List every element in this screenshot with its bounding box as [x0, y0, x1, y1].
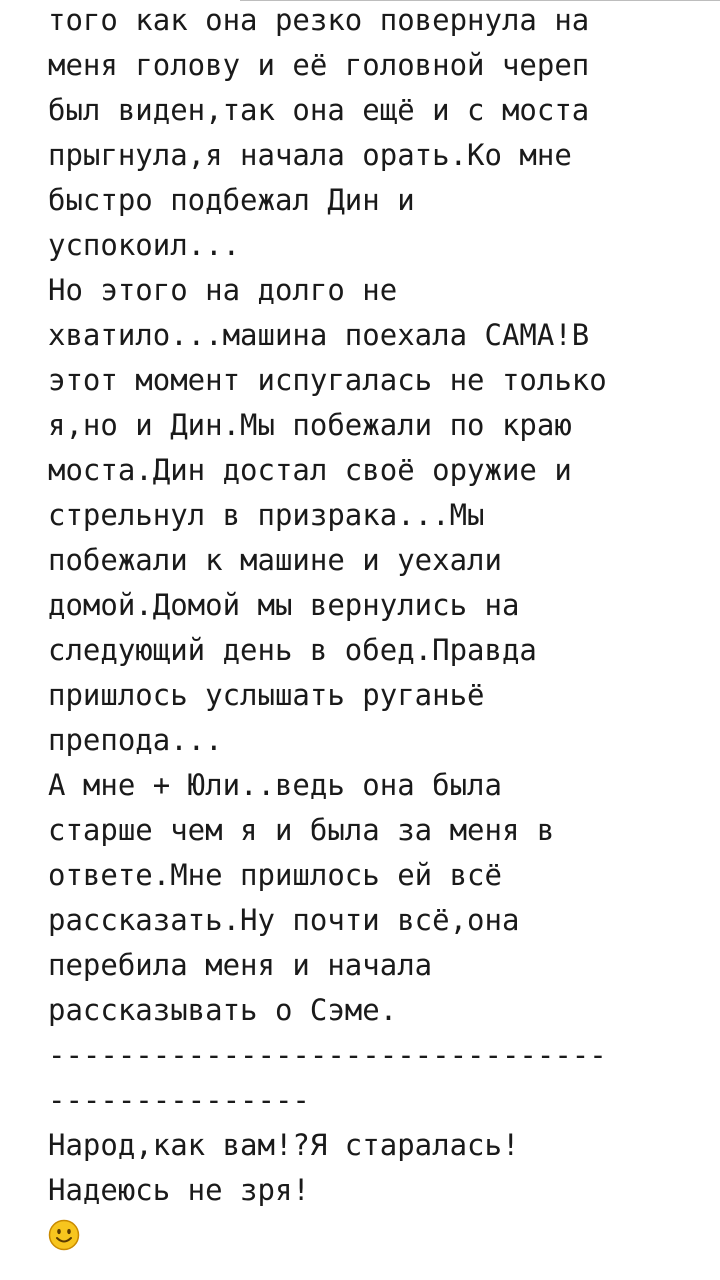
story-line: успокоил...	[48, 228, 241, 262]
story-line: хватило...машина поехала САМА!В	[48, 318, 590, 352]
story-line: этот момент испугалась не только	[48, 363, 607, 397]
story-line: моста.Дин достал своё оружие и	[48, 453, 572, 487]
story-line: Надеюсь не зря!	[48, 1173, 310, 1207]
story-line: быстро подбежал Дин и	[48, 183, 415, 217]
smiling-face-icon	[48, 1219, 80, 1251]
separator-line: --------------------------------	[48, 1038, 607, 1072]
story-line: старше чем я и была за меня в	[48, 813, 555, 847]
story-text	[48, 0, 708, 1264]
story-line: следующий день в обед.Правда	[48, 633, 537, 667]
story-line: меня голову и её головной череп	[48, 48, 590, 82]
separator-line: ---------------	[48, 1083, 310, 1117]
story-line: был виден,так она ещё и с моста	[48, 93, 590, 127]
story-line: домой.Домой мы вернулись на	[48, 588, 520, 622]
story-line: рассказывать о Сэме.	[48, 993, 398, 1027]
story-line: Но этого на долго не	[48, 273, 398, 307]
story-line: стрельнул в призрака...Мы	[48, 498, 485, 532]
smiling-face-icon-graphic	[48, 1219, 80, 1251]
story-line: я,но и Дин.Мы побежали по краю	[48, 408, 572, 442]
story-line: прыгнула,я начала орать.Ко мне	[48, 138, 572, 172]
story-line: того как она резко повернула на	[48, 3, 590, 37]
story-line: побежали к машине и уехали	[48, 543, 502, 577]
story-line: ответе.Мне пришлось ей всё	[48, 858, 502, 892]
story-line: перебила меня и начала	[48, 948, 433, 982]
story-line: А мне + Юли..ведь она была	[48, 768, 502, 802]
story-line: пришлось услышать руганьё	[48, 678, 485, 712]
story-line: препода...	[48, 723, 223, 757]
story-line: рассказать.Ну почти всё,она	[48, 903, 520, 937]
story-line: Народ,как вам!?Я старалась!	[48, 1128, 520, 1162]
